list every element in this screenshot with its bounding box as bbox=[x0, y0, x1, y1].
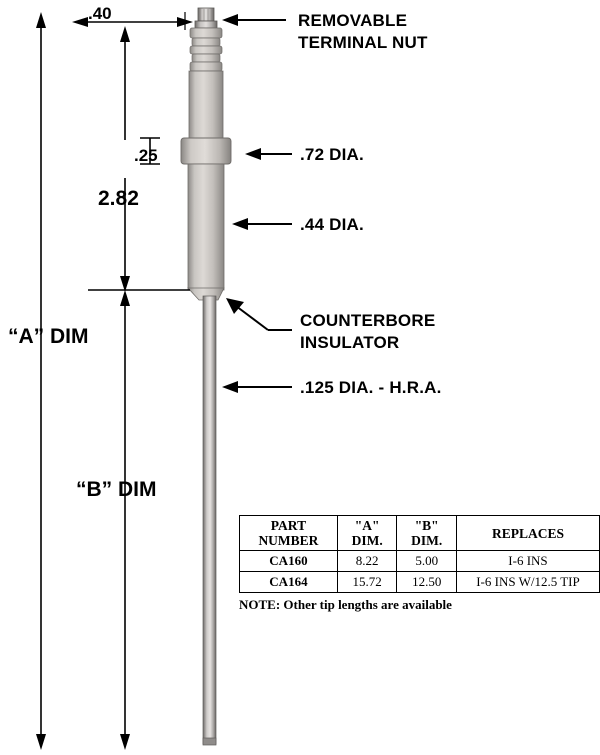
cell-replaces: I-6 INS W/12.5 TIP bbox=[456, 572, 599, 593]
header-replaces bbox=[456, 516, 599, 551]
header-part-number-line1: PART bbox=[270, 518, 307, 533]
callout-removable-terminal-nut bbox=[298, 10, 428, 54]
cell-part-number: CA164 bbox=[240, 572, 338, 593]
header-b-dim-line2: DIM. bbox=[411, 533, 443, 548]
table-row bbox=[240, 551, 600, 572]
callout-removable-terminal-nut-line2: TERMINAL NUT bbox=[298, 33, 428, 52]
header-b-dim-line1: "B" bbox=[414, 518, 439, 533]
table-row bbox=[240, 572, 600, 593]
dim-b: “B” DIM bbox=[76, 478, 157, 501]
cell-a-dim: 15.72 bbox=[337, 572, 397, 593]
header-a-dim-line1: "A" bbox=[354, 518, 380, 533]
header-b-dim bbox=[397, 516, 457, 551]
callout-rod-diameter: .125 DIA. - H.R.A. bbox=[300, 378, 442, 397]
callout-removable-terminal-nut-line1: REMOVABLE bbox=[298, 11, 408, 30]
header-part-number-line2: NUMBER bbox=[258, 533, 319, 548]
dim-collar-height: .25 bbox=[134, 146, 158, 165]
callout-counterbore-insulator-line2: INSULATOR bbox=[300, 333, 400, 352]
spec-table bbox=[239, 515, 600, 593]
header-a-dim bbox=[337, 516, 397, 551]
dim-top-width: .40 bbox=[88, 4, 112, 23]
table-header-row bbox=[240, 516, 600, 551]
callout-collar-diameter: .72 DIA. bbox=[300, 145, 364, 164]
callout-counterbore-insulator bbox=[300, 310, 435, 354]
cell-b-dim: 5.00 bbox=[397, 551, 457, 572]
callout-counterbore-insulator-line1: COUNTERBORE bbox=[300, 311, 436, 330]
dim-insulator-length: 2.82 bbox=[98, 187, 139, 210]
header-a-dim-line2: DIM. bbox=[351, 533, 383, 548]
cell-b-dim: 12.50 bbox=[397, 572, 457, 593]
callout-body-diameter: .44 DIA. bbox=[300, 215, 364, 234]
cell-replaces: I-6 INS bbox=[456, 551, 599, 572]
spec-table-block bbox=[239, 515, 600, 613]
header-part-number bbox=[240, 516, 338, 551]
cell-part-number: CA160 bbox=[240, 551, 338, 572]
table-note: NOTE: Other tip lengths are available bbox=[239, 597, 452, 612]
cell-a-dim: 8.22 bbox=[337, 551, 397, 572]
dim-a: “A” DIM bbox=[8, 325, 89, 348]
header-replaces-line1: REPLACES bbox=[491, 525, 564, 541]
